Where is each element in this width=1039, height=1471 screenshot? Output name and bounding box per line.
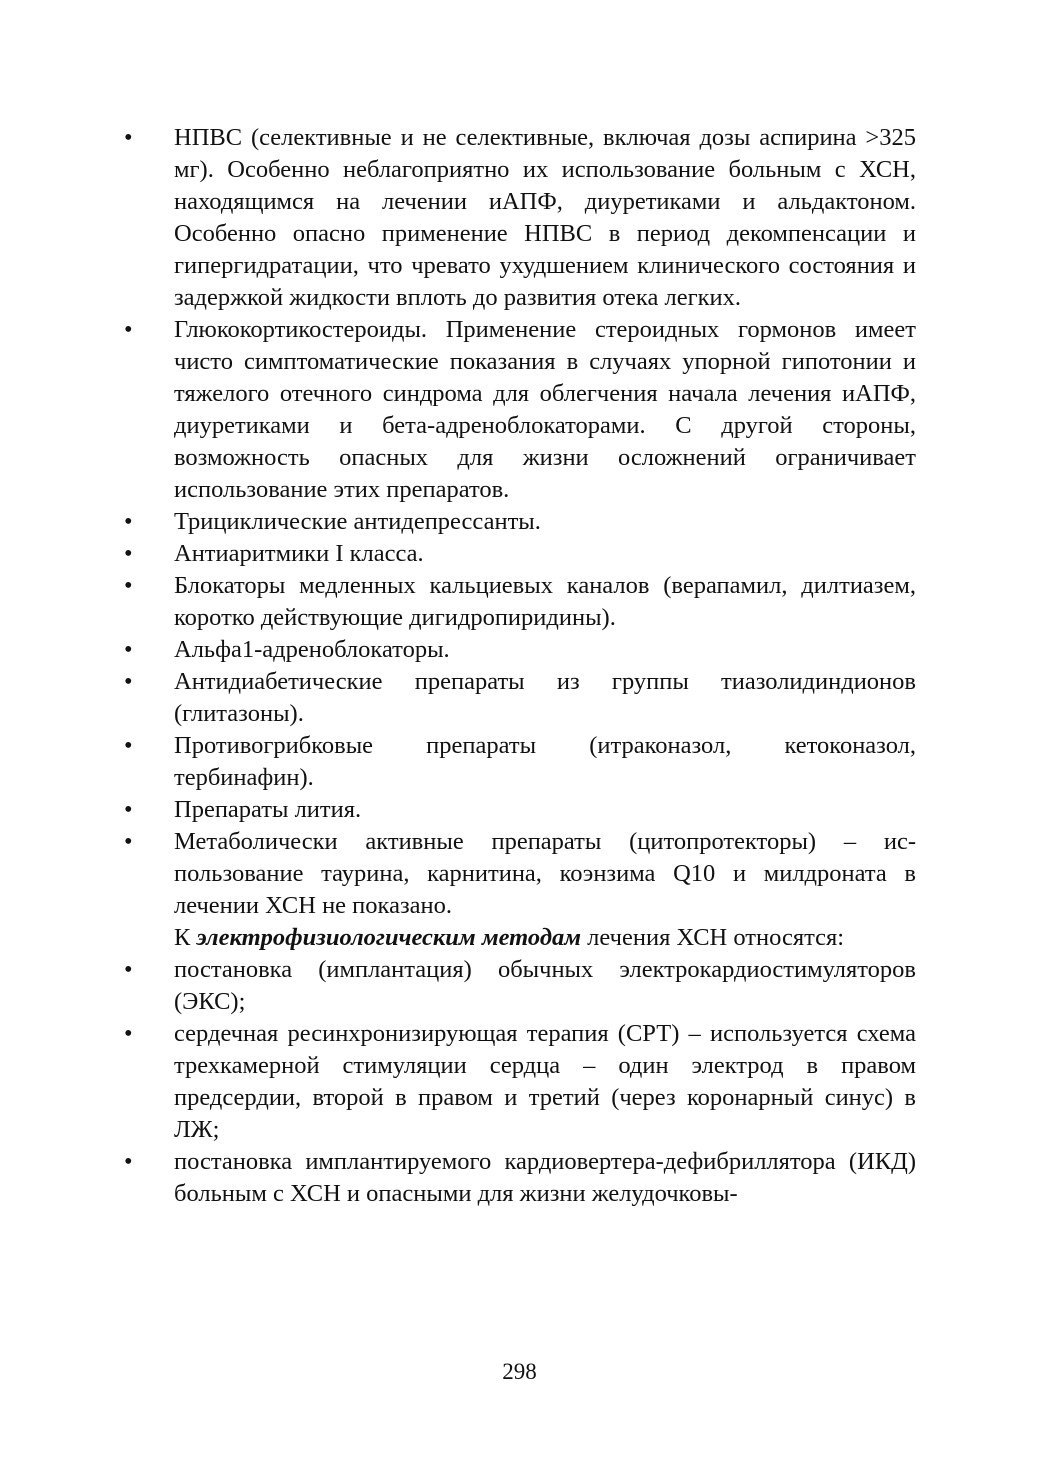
page-content bbox=[120, 122, 916, 1210]
list-item-text: Антиаритмики I класса. bbox=[174, 540, 424, 567]
bullet-icon: • bbox=[124, 956, 133, 983]
list-item bbox=[120, 506, 916, 538]
bullet-icon: • bbox=[124, 636, 133, 663]
list-item-text: Блокаторы медленных кальциевых каналов (верапамил, дилтиазем, коротко действующие дигидропиридины). bbox=[174, 572, 916, 631]
list-item bbox=[120, 1146, 916, 1210]
bullet-icon: • bbox=[124, 508, 133, 535]
list-item bbox=[120, 1018, 916, 1146]
contraindicated-drugs-list bbox=[120, 122, 916, 922]
list-item-text: Противогрибковые препараты (итраконазол, кетоконазол, тербинафин). bbox=[174, 732, 916, 791]
list-item bbox=[120, 794, 916, 826]
bullet-icon: • bbox=[124, 540, 133, 567]
list-item-text: Антидиабетические препараты из группы тиазолидиндионов (глитазоны). bbox=[174, 668, 916, 727]
list-item bbox=[120, 570, 916, 634]
list-item-text: постановка (имплантация) обычных электрокардиостимуляторов (ЭКС); bbox=[174, 956, 916, 1015]
bullet-icon: • bbox=[124, 828, 133, 855]
list-item-text: Глюкокортикостероиды. Применение стероидных гормонов имеет чисто симптоматические показания в случаях упорной гипотонии и тяжелого отечного синдрома для облегчения начала лечения иАПФ, диуретиками и бета-адреноблокаторами. С другой стороны, возможность опасных для жизни осложнений ограничивает использование этих препаратов. bbox=[174, 316, 916, 503]
bullet-icon: • bbox=[124, 796, 133, 823]
list-item-text: Метаболически активные препараты (цитопротекторы) – использование таурина, карнитина, коэнзима Q10 и милдроната в лечении ХСН не показано. bbox=[174, 828, 916, 919]
bullet-icon: • bbox=[124, 1148, 133, 1175]
bullet-icon: • bbox=[124, 124, 133, 151]
list-item bbox=[120, 826, 916, 922]
list-item-text: Препараты лития. bbox=[174, 796, 362, 823]
paragraph-text-before: К bbox=[174, 924, 197, 951]
list-item bbox=[120, 538, 916, 570]
electrophysiology-intro-paragraph bbox=[120, 922, 916, 954]
bullet-icon: • bbox=[124, 668, 133, 695]
electrophysiology-methods-list bbox=[120, 954, 916, 1210]
list-item bbox=[120, 122, 916, 314]
page-number: 298 bbox=[502, 1359, 537, 1384]
list-item-text: постановка имплантируемого кардиовертера-дефибриллятора (ИКД) больным с ХСН и опасными для жизни желудочковы- bbox=[174, 1148, 916, 1207]
list-item-text: Трициклические антидепрессанты. bbox=[174, 508, 541, 535]
bullet-icon: • bbox=[124, 732, 133, 759]
paragraph-text-after: лечения ХСН относятся: bbox=[581, 924, 845, 951]
list-item bbox=[120, 954, 916, 1018]
paragraph-emphasis: электрофизиологическим методам bbox=[196, 924, 582, 951]
list-item bbox=[120, 730, 916, 794]
list-item bbox=[120, 666, 916, 730]
list-item bbox=[120, 314, 916, 506]
bullet-icon: • bbox=[124, 1020, 133, 1047]
list-item-text: Альфа1-адреноблокаторы. bbox=[174, 636, 450, 663]
list-item-text: НПВС (селективные и не селективные, включая дозы аспирина >325 мг). Особенно неблагоприятно их использование больным с ХСН, находящимся на лечении иАПФ, диуретиками и альдактоном. Особенно опасно применение НПВС в период декомпенсации и гипергидратации, что чревато ухудшением клинического состояния и задержкой жидкости вплоть до развития отека легких. bbox=[174, 124, 916, 311]
bullet-icon: • bbox=[124, 316, 133, 343]
list-item-text: сердечная ресинхронизирующая терапия (СРТ) – используется схема трехкамерной стимуляции сердца – один электрод в правом предсердии, второй в правом и третий (через коронарный синус) в ЛЖ; bbox=[174, 1020, 916, 1143]
bullet-icon: • bbox=[124, 572, 133, 599]
list-item bbox=[120, 634, 916, 666]
